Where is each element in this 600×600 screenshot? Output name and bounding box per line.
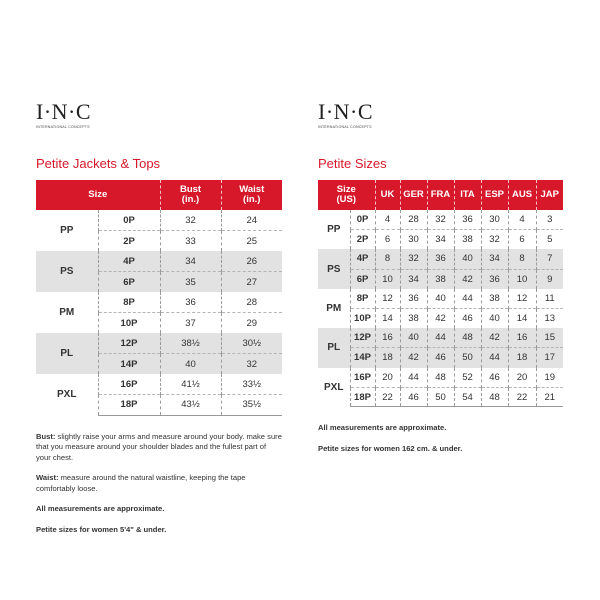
petite-sizes-panel — [318, 100, 563, 464]
table-row — [318, 289, 563, 309]
table-row — [36, 374, 282, 395]
table-row — [36, 210, 282, 231]
jackets-tops-title: Petite Jackets & Tops — [36, 156, 161, 171]
petite-sizes-notes — [318, 423, 563, 454]
table-row — [318, 269, 563, 289]
jap-value: 11 — [536, 289, 563, 309]
aus-value: 22 — [508, 387, 536, 407]
waist-value: 35½ — [221, 395, 282, 416]
fra-value: 38 — [427, 269, 454, 289]
waist-value: 25 — [221, 231, 282, 252]
header-bust-label: Bust — [179, 184, 202, 195]
size-code: 18P — [98, 395, 160, 416]
ger-value: 44 — [400, 368, 427, 388]
jap-value: 3 — [536, 210, 563, 230]
bust-note-text: slightly raise your arms and measure around your body. make sure that you measure around your shoulder blades and the fullest part of your chest. — [36, 431, 282, 462]
aus-value: 6 — [508, 230, 536, 250]
uk-value: 8 — [375, 249, 400, 269]
group-label: PM — [36, 292, 98, 333]
bust-value: 37 — [160, 313, 221, 334]
waist-value: 28 — [221, 292, 282, 313]
header-size: Size — [36, 180, 160, 210]
petite-note: Petite sizes for women 162 cm. & under. — [318, 443, 463, 453]
ger-value: 28 — [400, 210, 427, 230]
jackets-tops-table — [36, 180, 282, 416]
jap-value: 15 — [536, 328, 563, 348]
bust-value: 33 — [160, 231, 221, 252]
logo-subtitle: INTERNATIONAL CONCEPTS — [318, 125, 372, 129]
size-group — [318, 328, 563, 367]
jap-value: 7 — [536, 249, 563, 269]
logo-wordmark: I·N·C — [36, 99, 92, 124]
ita-value: 38 — [454, 230, 481, 250]
table-row — [36, 251, 282, 272]
esp-value: 38 — [481, 289, 508, 309]
size-code: 2P — [350, 230, 375, 250]
table-row — [318, 368, 563, 388]
aus-value: 8 — [508, 249, 536, 269]
group-label: PP — [36, 210, 98, 251]
header-size-unit: (US) — [336, 194, 357, 205]
group-label: PL — [36, 333, 98, 374]
jackets-tops-panel — [36, 100, 282, 545]
bust-value: 34 — [160, 251, 221, 272]
esp-value: 44 — [481, 348, 508, 368]
ger-value: 40 — [400, 328, 427, 348]
bust-note-label: Bust: — [36, 431, 56, 441]
header-esp: ESP — [481, 180, 508, 210]
ger-value: 36 — [400, 289, 427, 309]
waist-value: 24 — [221, 210, 282, 231]
waist-note-text: measure around the natural waistline, keeping the tape comfortably loose. — [36, 473, 246, 493]
size-code: 8P — [350, 289, 375, 309]
waist-note — [36, 473, 282, 494]
waist-value: 27 — [221, 272, 282, 293]
esp-value: 48 — [481, 387, 508, 407]
aus-value: 16 — [508, 328, 536, 348]
uk-value: 10 — [375, 269, 400, 289]
table-header-row — [318, 180, 563, 210]
petite-sizes-title: Petite Sizes — [318, 156, 387, 171]
ger-value: 46 — [400, 387, 427, 407]
aus-value: 14 — [508, 308, 536, 328]
aus-value: 20 — [508, 368, 536, 388]
header-size-label: Size — [336, 184, 356, 195]
waist-value: 33½ — [221, 374, 282, 395]
group-label: PM — [318, 289, 350, 328]
size-code: 0P — [350, 210, 375, 230]
ger-value: 30 — [400, 230, 427, 250]
logo-subtitle: INTERNATIONAL CONCEPTS — [36, 125, 90, 129]
group-label: PL — [318, 328, 350, 367]
header-bust — [160, 180, 221, 210]
fra-value: 32 — [427, 210, 454, 230]
size-code: 6P — [350, 269, 375, 289]
header-fra: FRA — [427, 180, 454, 210]
esp-value: 40 — [481, 308, 508, 328]
uk-value: 18 — [375, 348, 400, 368]
ita-value: 42 — [454, 269, 481, 289]
aus-value: 12 — [508, 289, 536, 309]
ger-value: 32 — [400, 249, 427, 269]
fra-value: 50 — [427, 387, 454, 407]
group-label: PS — [36, 251, 98, 292]
esp-value: 34 — [481, 249, 508, 269]
size-code: 0P — [98, 210, 160, 231]
esp-value: 36 — [481, 269, 508, 289]
fra-value: 42 — [427, 308, 454, 328]
waist-note-label: Waist: — [36, 473, 59, 482]
uk-value: 6 — [375, 230, 400, 250]
header-waist — [221, 180, 282, 210]
header-size-us — [318, 180, 375, 210]
group-label: PP — [318, 210, 350, 249]
uk-value: 4 — [375, 210, 400, 230]
waist-value: 30½ — [221, 333, 282, 354]
size-group — [318, 289, 563, 328]
size-code: 2P — [98, 231, 160, 252]
waist-value: 32 — [221, 354, 282, 375]
petite-sizes-table — [318, 180, 563, 407]
ger-value: 42 — [400, 348, 427, 368]
fra-value: 48 — [427, 368, 454, 388]
size-code: 14P — [98, 354, 160, 375]
size-code: 10P — [98, 313, 160, 334]
table-row — [318, 387, 563, 407]
table-row — [318, 230, 563, 250]
aus-value: 10 — [508, 269, 536, 289]
size-code: 14P — [350, 348, 375, 368]
ita-value: 40 — [454, 249, 481, 269]
jap-value: 13 — [536, 308, 563, 328]
size-code: 4P — [98, 251, 160, 272]
fra-value: 36 — [427, 249, 454, 269]
ita-value: 44 — [454, 289, 481, 309]
petite-note: Petite sizes for women 5'4" & under. — [36, 524, 167, 534]
esp-value: 46 — [481, 368, 508, 388]
size-code: 4P — [350, 249, 375, 269]
ita-value: 46 — [454, 308, 481, 328]
fra-value: 34 — [427, 230, 454, 250]
group-label: PXL — [318, 368, 350, 407]
header-ita: ITA — [454, 180, 481, 210]
aus-value: 4 — [508, 210, 536, 230]
uk-value: 22 — [375, 387, 400, 407]
bust-value: 36 — [160, 292, 221, 313]
jap-value: 9 — [536, 269, 563, 289]
ita-value: 52 — [454, 368, 481, 388]
header-waist-label: Waist — [239, 184, 265, 195]
jap-value: 5 — [536, 230, 563, 250]
jap-value: 21 — [536, 387, 563, 407]
size-code: 8P — [98, 292, 160, 313]
table-row — [36, 333, 282, 354]
table-row — [318, 308, 563, 328]
bust-note — [36, 432, 282, 464]
esp-value: 30 — [481, 210, 508, 230]
esp-value: 42 — [481, 328, 508, 348]
inc-logo — [36, 100, 282, 142]
fra-value: 40 — [427, 289, 454, 309]
size-group — [36, 333, 282, 374]
bust-value: 32 — [160, 210, 221, 231]
table-row — [318, 210, 563, 230]
jap-value: 19 — [536, 368, 563, 388]
size-code: 16P — [350, 368, 375, 388]
approx-note: All measurements are approximate. — [318, 423, 447, 433]
header-uk: UK — [375, 180, 400, 210]
size-group — [36, 292, 282, 333]
size-code: 12P — [350, 328, 375, 348]
size-code: 12P — [98, 333, 160, 354]
esp-value: 32 — [481, 230, 508, 250]
uk-value: 16 — [375, 328, 400, 348]
jackets-tops-notes — [36, 432, 282, 536]
logo-wordmark: I·N·C — [318, 99, 374, 124]
ger-value: 34 — [400, 269, 427, 289]
bust-value: 38½ — [160, 333, 221, 354]
aus-value: 18 — [508, 348, 536, 368]
bust-value: 35 — [160, 272, 221, 293]
uk-value: 20 — [375, 368, 400, 388]
size-group — [318, 368, 563, 407]
table-row — [36, 292, 282, 313]
bust-value: 40 — [160, 354, 221, 375]
waist-value: 26 — [221, 251, 282, 272]
header-jap: JAP — [536, 180, 563, 210]
inc-logo — [318, 100, 563, 142]
ita-value: 48 — [454, 328, 481, 348]
size-group — [36, 210, 282, 251]
group-label: PS — [318, 249, 350, 288]
size-code: 10P — [350, 308, 375, 328]
size-group — [318, 210, 563, 249]
table-row — [318, 249, 563, 269]
size-group — [318, 249, 563, 288]
size-group — [36, 251, 282, 292]
table-header-row — [36, 180, 282, 210]
group-label: PXL — [36, 374, 98, 415]
table-row — [318, 348, 563, 368]
header-ger: GER — [400, 180, 427, 210]
header-aus: AUS — [508, 180, 536, 210]
uk-value: 12 — [375, 289, 400, 309]
ger-value: 38 — [400, 308, 427, 328]
ita-value: 36 — [454, 210, 481, 230]
fra-value: 44 — [427, 328, 454, 348]
header-waist-unit: (in.) — [243, 194, 261, 205]
bust-value: 43½ — [160, 395, 221, 416]
ita-value: 50 — [454, 348, 481, 368]
header-bust-unit: (in.) — [181, 194, 200, 205]
uk-value: 14 — [375, 308, 400, 328]
size-group — [36, 374, 282, 415]
size-code: 16P — [98, 374, 160, 395]
table-row — [318, 328, 563, 348]
waist-value: 29 — [221, 313, 282, 334]
bust-value: 41½ — [160, 374, 221, 395]
ita-value: 54 — [454, 387, 481, 407]
size-code: 6P — [98, 272, 160, 293]
fra-value: 46 — [427, 348, 454, 368]
approx-note: All measurements are approximate. — [36, 504, 165, 513]
jap-value: 17 — [536, 348, 563, 368]
size-code: 18P — [350, 387, 375, 407]
